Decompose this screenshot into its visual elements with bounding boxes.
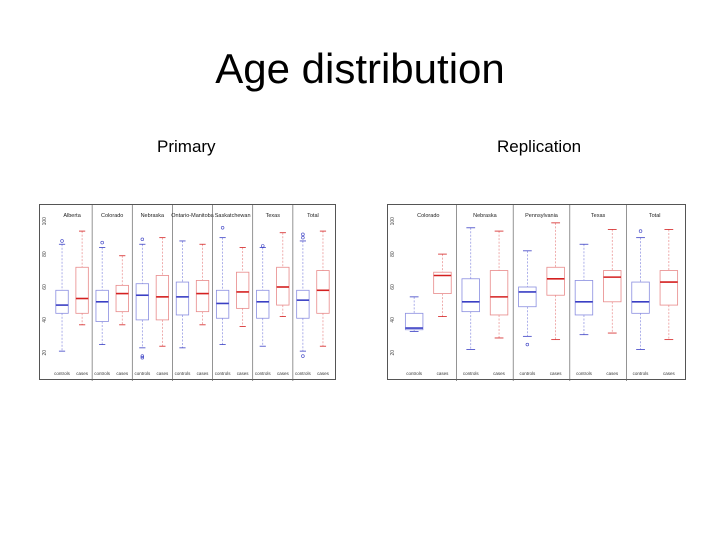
iqr-box [632,282,650,313]
outlier-point [301,233,304,236]
iqr-box [405,313,423,329]
x-tick-label: controls [94,371,111,376]
outlier-point [221,226,224,229]
iqr-box [462,279,480,312]
group-label: Total [307,213,319,219]
outlier-point [261,244,264,247]
x-tick-label: controls [254,371,271,376]
outlier-point [301,236,304,239]
y-tick-label: 80 [42,251,48,257]
replication-boxplot-svg [388,205,687,381]
iqr-box [519,287,537,307]
primary-panel-label: Primary [157,137,216,156]
y-tick-label: 60 [390,284,396,290]
outlier-point [141,238,144,241]
x-tick-label: cases [493,371,505,376]
slide-title: Age distribution [215,45,505,92]
iqr-box [56,290,68,313]
y-tick-label: 40 [42,317,48,323]
x-tick-label: controls [174,371,191,376]
outlier-point [639,230,642,233]
x-tick-label: controls [214,371,231,376]
group-label: Saskatchewan [214,213,251,219]
iqr-box [490,271,508,315]
group-label: Colorado [101,213,124,219]
x-tick-label: cases [236,371,249,376]
y-tick-label: 100 [390,217,396,226]
x-tick-label: cases [317,371,329,376]
group-label: Nebraska [140,213,165,219]
group-label: Ontario-Manitoba [171,213,214,219]
iqr-box [236,272,248,308]
x-tick-label: cases [156,371,169,376]
iqr-box [603,271,621,302]
x-tick-label: controls [576,371,592,376]
x-tick-label: controls [632,371,649,376]
iqr-box [136,284,148,320]
iqr-box [575,280,593,315]
x-tick-label: cases [662,371,675,376]
x-tick-label: cases [76,371,88,376]
x-tick-label: controls [519,371,536,376]
group-label: Texas [590,213,606,219]
x-tick-label: cases [196,371,209,376]
iqr-box [317,271,329,314]
y-tick-label: 20 [390,349,396,356]
group-label: Pennsylvania [525,213,558,219]
outlier-point [526,343,529,346]
x-tick-label: controls [134,371,151,376]
iqr-box [660,271,678,306]
group-label: Texas [265,213,280,219]
iqr-box [216,290,228,318]
replication-boxplot-chart [387,204,686,380]
replication-panel-label: Replication [497,137,582,156]
iqr-box [176,282,188,315]
y-tick-label: 60 [42,284,48,290]
iqr-box [547,267,565,295]
x-tick-label: cases [116,371,129,376]
primary-boxplot-chart [39,204,336,380]
iqr-box [257,290,269,318]
group-label: Nebraska [473,213,497,219]
y-tick-label: 40 [390,317,396,323]
primary-boxplot-svg [40,205,337,381]
iqr-box [116,285,128,311]
x-tick-label: controls [295,371,311,376]
x-tick-label: cases [606,371,619,376]
outlier-point [61,240,64,243]
group-label: Alberta [63,213,81,219]
x-tick-label: cases [549,371,562,376]
x-tick-label: controls [406,371,423,376]
group-label: Colorado [417,213,440,219]
x-tick-label: cases [276,371,289,376]
iqr-box [96,290,108,321]
y-tick-label: 20 [42,349,48,356]
y-tick-label: 80 [390,251,396,257]
x-tick-label: cases [436,371,449,376]
outlier-point [101,241,104,244]
iqr-box [76,267,88,313]
y-tick-label: 100 [42,217,48,226]
iqr-box [277,267,289,305]
iqr-box [156,275,168,319]
outlier-point [301,355,304,358]
x-tick-label: controls [54,371,70,376]
iqr-box [297,290,309,318]
group-label: Total [648,213,661,219]
x-tick-label: controls [462,371,479,376]
iqr-box [196,280,208,311]
